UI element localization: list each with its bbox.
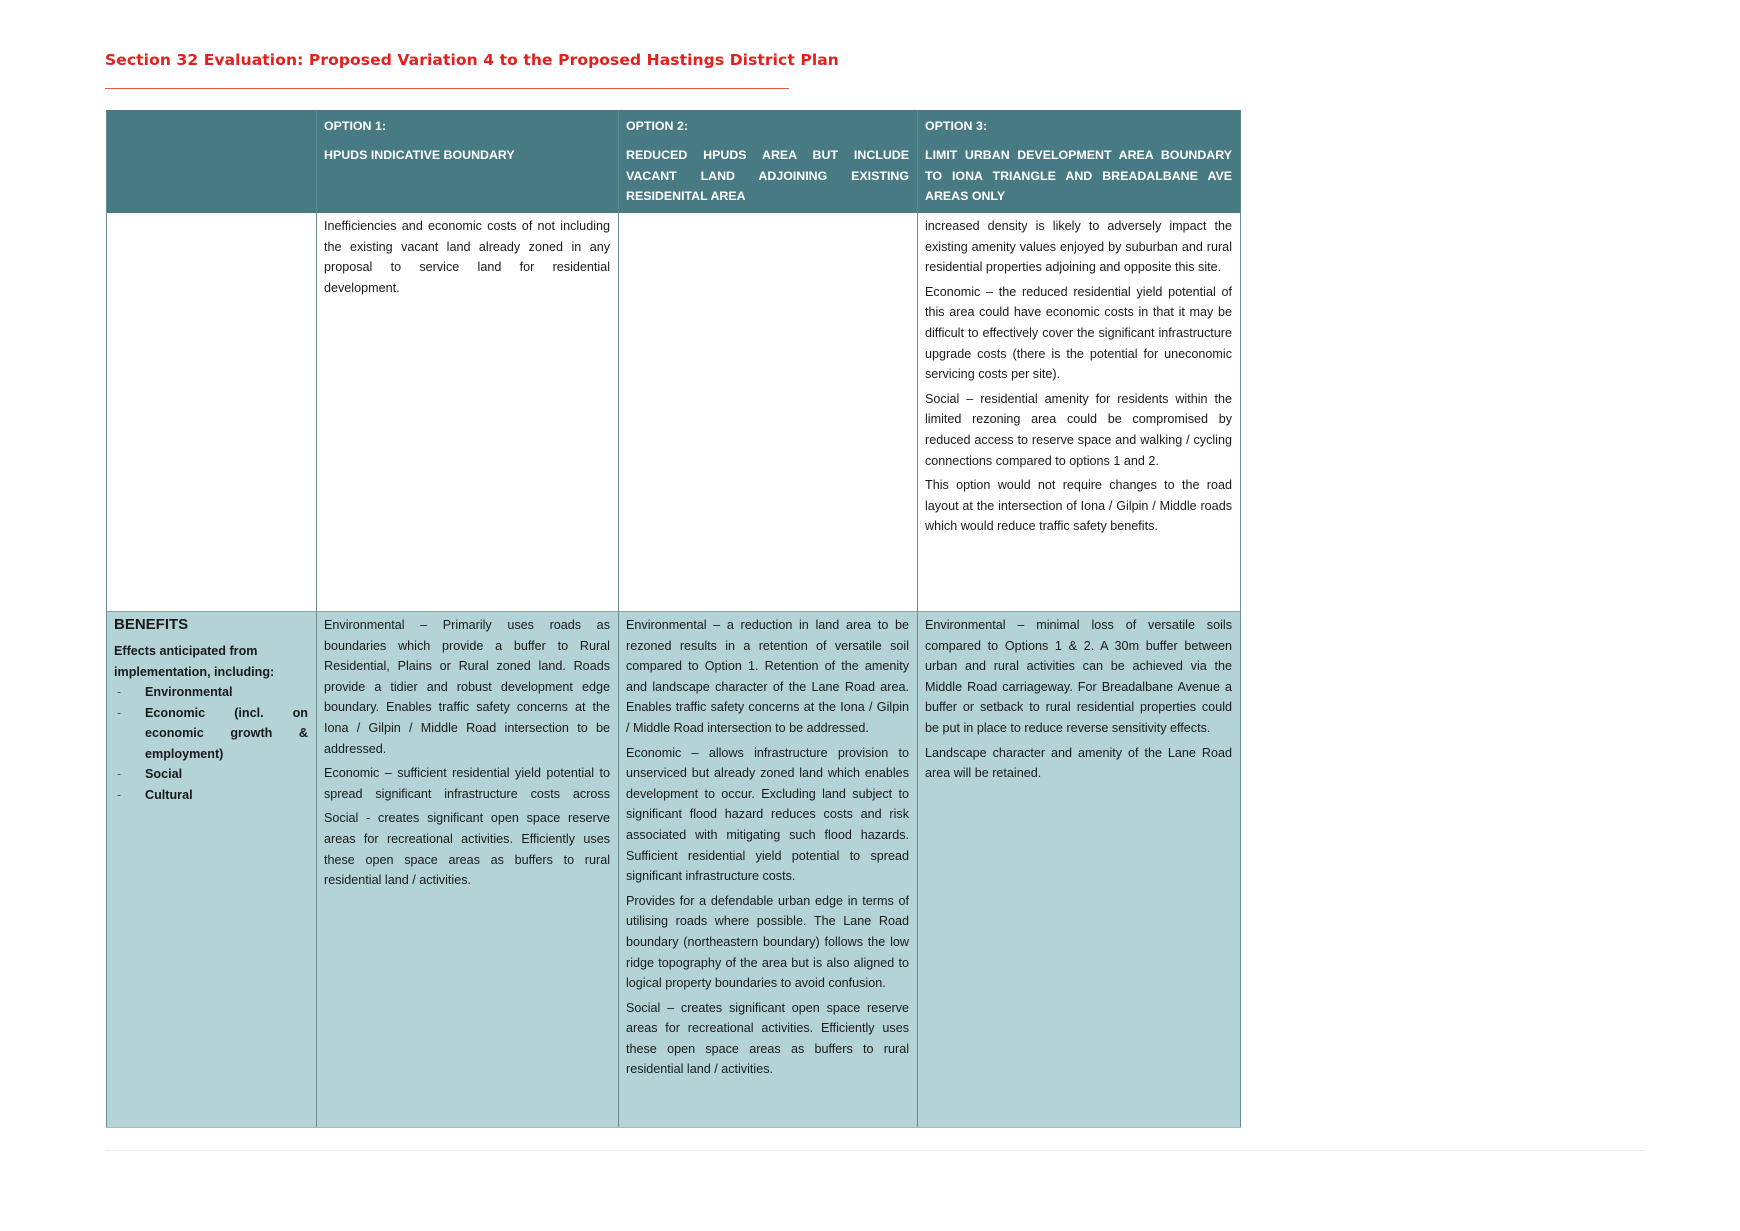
option-3-label: OPTION 3: (925, 119, 987, 133)
costs-option-1-paragraph: Inefficiencies and economic costs of not including the existing vacant land already zoned in any proposal to service land for residential development. (324, 219, 610, 295)
header-cell-option-3 (918, 110, 1241, 213)
benefits-effects-list (114, 682, 308, 805)
option-3-description: LIMIT URBAN DEVELOPMENT AREA BOUNDARY TO IONA TRIANGLE AND BREADALBANE AVE AREAS ONLY (925, 148, 1232, 203)
footer-divider (105, 1150, 1645, 1151)
benefits-option-2-paragraph: Economic – allows infrastructure provision to unserviced but already zoned land which enables development to occur. Excluding land subject to significant flood hazard reduces costs and risk associated with mitigating such flood hazards. Sufficient residential yield potential to spread significant infrastructure costs. (626, 745, 909, 884)
benefits-option-3-paragraph: Landscape character and amenity of the Lane Road area will be retained. (925, 745, 1232, 781)
dash-bullet-icon: - (117, 787, 122, 802)
benefits-option-2-paragraph: Provides for a defendable urban edge in terms of utilising roads where possible. The Lane Road boundary (northeastern boundary) follows the low ridge topography of the area but is also aligned to logical property boundaries to avoid confusion. (626, 893, 909, 991)
benefits-intro: Effects anticipated from implementation, including: (114, 644, 275, 679)
title-underline (105, 88, 789, 89)
header-cell-criteria (107, 110, 317, 213)
table-header-row (107, 110, 1241, 213)
document-title: Section 32 Evaluation: Proposed Variation 4 to the Proposed Hastings District Plan (105, 51, 839, 69)
benefits-option-1-paragraph: Environmental – Primarily uses roads as boundaries which provide a buffer to Rural Residential, Plains or Rural zoned land. Roads provide a tidier and robust development edge boundary. Enables traffic safety concerns at the Iona / Gilpin / Middle Road intersection to be addressed. (324, 618, 610, 756)
benefits-option-2-paragraph: Social – creates significant open space reserve areas for recreational activities. Efficiently uses these open space areas as buffers to rural residential land / activities. (626, 1000, 909, 1077)
option-2-description: REDUCED HPUDS AREA BUT INCLUDE VACANT LAND ADJOINING EXISTING RESIDENITAL AREA (626, 148, 909, 203)
costs-option-3-cell (918, 213, 1241, 612)
benefits-option-1-cell (317, 612, 619, 1128)
option-2-label: OPTION 2: (626, 119, 688, 133)
option-1-label: OPTION 1: (324, 119, 386, 133)
list-item: - Cultural (114, 785, 308, 806)
benefits-option-3-paragraph: Environmental – minimal loss of versatile soils compared to Options 1 & 2. A 30m buffer between urban and rural activities can be achieved via the Middle Road carriageway. For Breadalbane Avenue a buffer or setback to rural residential properties could be put in place to reduce reverse sensitivity effects. (925, 618, 1232, 735)
costs-option-1-cell (317, 213, 619, 612)
benefits-option-1-paragraph: Social - creates significant open space reserve areas for recreational activities. Efficiently uses these open space areas as buffers to rural residential land / activities. (324, 811, 610, 888)
costs-option-3-paragraph: This option would not require changes to the road layout at the intersection of Iona / Gilpin / Middle roads which would reduce traffic safety benefits. (925, 478, 1232, 534)
benefits-option-3-cell (918, 612, 1241, 1128)
dash-bullet-icon: - (117, 685, 122, 699)
evaluation-table (106, 110, 1241, 1128)
header-cell-option-1 (317, 110, 619, 213)
list-item: - Social (114, 764, 308, 785)
dash-bullet-icon: - (117, 705, 122, 720)
costs-row (107, 213, 1241, 612)
benefits-option-2-paragraph: Environmental – a reduction in land area to be rezoned results in a retention of versatile soil compared to Option 1. Retention of the amenity and landscape character of the Lane Road area. Enables traffic safety concerns at the Iona / Gilpin / Middle Road intersection to be addressed. (626, 618, 909, 735)
list-item: - Environmental (114, 682, 308, 703)
option-1-description: HPUDS INDICATIVE BOUNDARY (324, 148, 515, 162)
header-cell-option-2 (619, 110, 918, 213)
costs-label-cell (107, 213, 317, 612)
benefits-option-1-paragraph: Economic – sufficient residential yield potential to spread significant infrastructure costs across (324, 766, 610, 801)
costs-option-3-paragraph: Social – residential amenity for residents within the limited rezoning area could be compromised by reduced access to reserve space and walking / cycling connections compared to options 1 and 2. (925, 391, 1232, 468)
benefits-label-cell (107, 612, 317, 1128)
costs-option-3-paragraph: increased density is likely to adversely impact the existing amenity values enjoyed by suburban and rural residential properties adjoining and opposite this site. (925, 219, 1232, 275)
dash-bullet-icon: - (117, 767, 122, 781)
benefits-row (107, 612, 1241, 1128)
costs-option-2-cell (619, 213, 918, 612)
costs-option-3-paragraph: Economic – the reduced residential yield potential of this area could have economic costs in that it may be difficult to effectively cover the significant infrastructure upgrade costs (there is the potential for uneconomic servicing costs per site). (925, 284, 1232, 382)
benefits-heading: BENEFITS (114, 616, 189, 633)
list-item: - Economic (incl. on economic growth & employment) (114, 703, 308, 765)
benefits-option-2-cell (619, 612, 918, 1128)
